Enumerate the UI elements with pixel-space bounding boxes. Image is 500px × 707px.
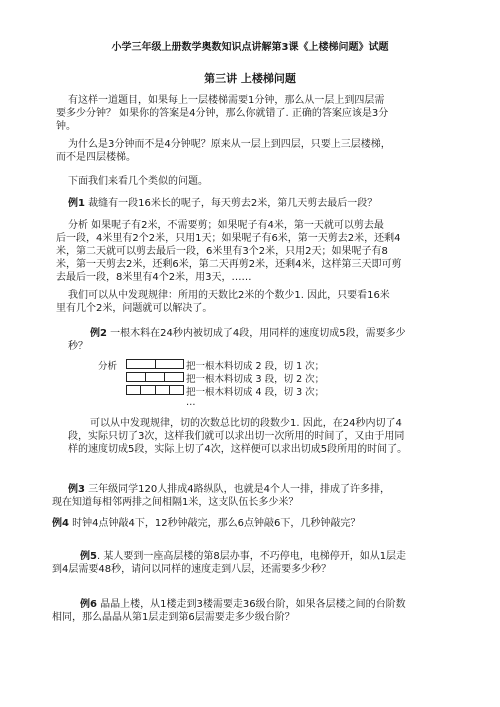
example-1-text: 裁缝有一段16米长的呢子，每天剪去2米，第几天剪去最后一段？: [88, 198, 378, 209]
diagram-label: 分析: [98, 361, 118, 372]
example-6-label: 例6: [80, 599, 97, 610]
example-6-text: 晶晶上楼，从1楼走到3楼需要走36级台阶，如果各层楼之间的台阶数: [100, 599, 406, 610]
page-title: 第三讲 上楼梯问题: [204, 72, 296, 85]
intro-line: 钟。: [56, 121, 76, 132]
analysis-line: 段，实际只切了3次，这样我们就可以求出切一次所用的时间了，又由于用同: [68, 431, 405, 442]
wood-3-segments: [126, 372, 184, 382]
analysis-line: 可以从中发现规律，切的次数总比切的段数少1. 因此，在24秒内切了4: [90, 418, 402, 429]
example-1-analysis: [56, 219, 402, 284]
example-5: [52, 550, 407, 576]
diagram-row-text: 把一根木料切成 3 段，切 2 次；: [186, 374, 325, 385]
wood-4-segments: [126, 385, 184, 395]
example-1-conclusion: [56, 289, 390, 315]
why-paragraph: [56, 138, 391, 164]
example-5-label: 例5: [80, 551, 97, 562]
intro-line: 有这样一道题目，如果每上一层楼梯需要1分钟，那么从一层上到四层需: [68, 95, 385, 106]
intro-paragraph: [56, 94, 389, 133]
diagram-row-text: 把一根木料切成 2 段，切 1 次；: [186, 361, 325, 372]
example-2-label: 例2: [90, 328, 107, 339]
example-1-label: 例1: [68, 198, 85, 209]
example-4-label: 例4: [52, 518, 69, 529]
example-5-text: . 某人要到一座高层楼的第8层办事，不巧停电，电梯停开，如从1层走: [96, 551, 407, 562]
example-4: [52, 517, 360, 530]
example-3-text-cont: 现在知道每相邻两排之间相隔1米，这支队伍长多少米？: [52, 497, 299, 508]
conclusion-line: 里有几个2米，问题就可以解决了。: [56, 303, 213, 314]
why-line: 为什么是3分钟而不是4分钟呢？原来从一层上到四层，只要上三层楼梯，: [68, 139, 391, 150]
page-header: 小学三年级上册数学奥数知识点讲解第3课《上楼梯问题》试题: [111, 42, 389, 53]
example-2-analysis: [68, 417, 408, 456]
example-5-text-cont: 到4层需要48秒，请问以同样的速度走到八层，还需要多少秒？: [52, 564, 332, 575]
conclusion-line: 我们可以从中发现规律：所用的天数比2米的个数少1. 因此，只要看16米: [68, 290, 390, 301]
example-1-question: [68, 197, 377, 210]
intro-line: 要多少分钟？ 如果你的答案是4分钟，那么你就错了. 正确的答案应该是3分: [56, 108, 389, 119]
diagram-ellipsis: …: [186, 397, 196, 408]
diagram-row: [98, 384, 398, 396]
example-6: [52, 598, 406, 624]
diagram-row: [98, 371, 398, 383]
example-2-text-cont: 秒？: [68, 341, 88, 352]
example-4-text: 时钟4点钟敲4下，12秒钟敲完，那么6点钟敲6下，几秒钟敲完？: [72, 518, 361, 529]
diagram-row-text: 把一根木料切成 4 段，切 3 次；: [186, 387, 325, 398]
example-3: [52, 483, 390, 509]
analysis-line: 分析 如果呢子有2米，不需要剪；如果呢子有4米，第一天就可以剪去最: [68, 220, 384, 231]
example-3-text: 三年级同学120人排成4路纵队，也就是4个人一排，排成了许多排，: [88, 484, 390, 495]
example-2-question: [68, 327, 406, 353]
analysis-line: 米，第一天剪去2米，还剩6米，第二天再剪2米，还剩4米，这样第三天即可剪: [56, 259, 402, 270]
analysis-line: 米，第二天就可以剪去最后一段，6米里有3个2米，只用2天；如果呢子有8: [56, 246, 388, 257]
diagram-row: [98, 397, 398, 409]
wood-2-segments: [126, 359, 184, 369]
analysis-line: 样的速度切成5段，实际上切了4次，这样便可以求出切成5段所用的时间了。: [68, 444, 408, 455]
transition-text: 下面我们来看几个类似的问题。: [68, 176, 208, 187]
why-line: 而不是四层楼梯。: [56, 152, 136, 163]
example-2-text: 一根木料在24秒内被切成了4段，用同样的速度切成5段，需要多少: [110, 328, 406, 339]
analysis-line: 去最后一段，8米里有4个2米，用3天，……: [56, 272, 252, 283]
example-3-label: 例3: [68, 484, 85, 495]
analysis-line: 后一段，4米里有2个2米，只用1天；如果呢子有6米，第一天剪去2米，还剩4: [56, 233, 401, 244]
example-6-text-cont: 相同，那么晶晶从第1层走到第6层需要走多少级台阶？: [52, 612, 295, 623]
